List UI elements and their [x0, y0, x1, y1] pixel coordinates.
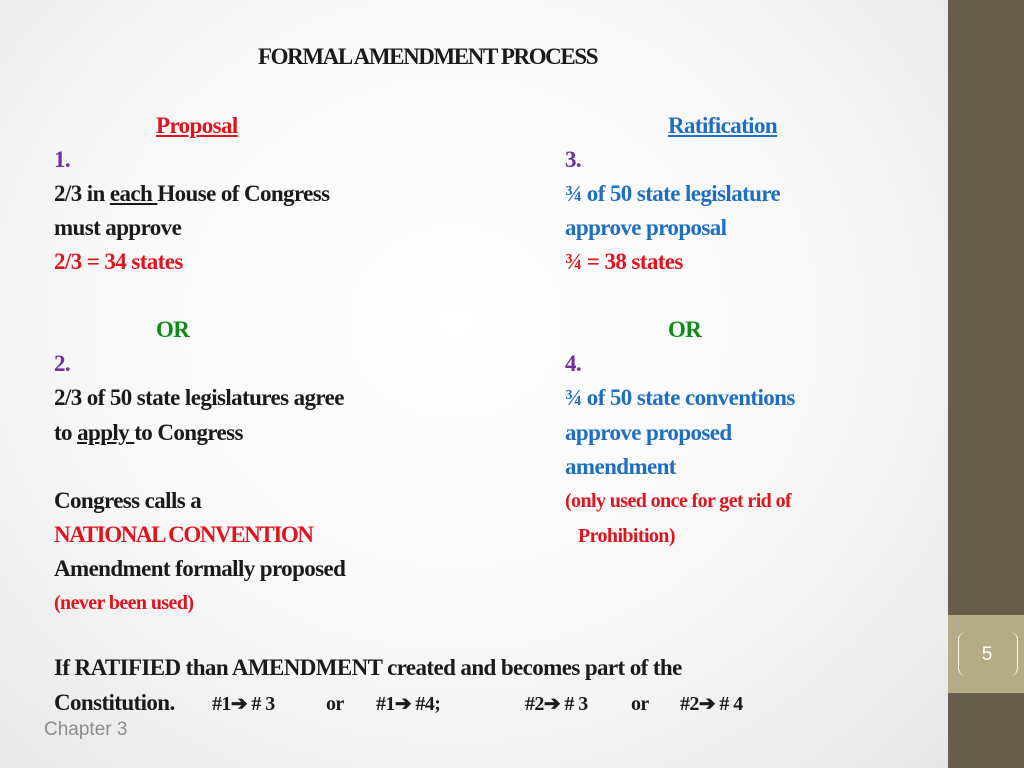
method-2-line-2-post: to Congress: [134, 420, 243, 445]
conclusion-constitution: Constitution.: [54, 690, 175, 715]
right-arrow-icon: ➔: [698, 693, 715, 715]
method-2-emphasis: apply: [77, 420, 135, 445]
method-2-note: (never been used): [54, 592, 194, 614]
path-2-to-4: [680, 689, 743, 719]
method-2-line-2-pre: to: [54, 420, 78, 445]
method-3-note: ¾ = 38 states: [565, 249, 683, 274]
method-2-line-3: Congress calls a: [54, 488, 202, 513]
method-3-number: 3.: [565, 147, 582, 172]
slide-title: FORMAL AMENDMENT PROCESS: [258, 44, 598, 69]
proposal-heading: Proposal: [156, 113, 238, 138]
method-1-number: 1.: [54, 147, 71, 172]
path-1-to-3: [212, 689, 275, 719]
path-from: #2: [525, 693, 544, 715]
method-1-line-1-post: House of Congress: [157, 181, 330, 206]
method-3-line-2: approve proposal: [565, 215, 727, 240]
method-4-line-3: amendment: [565, 454, 676, 479]
path-to: # 4: [719, 693, 743, 715]
ratification-or: OR: [668, 317, 702, 342]
national-convention: NATIONAL CONVENTION: [54, 522, 313, 547]
method-1-emphasis: each: [109, 181, 158, 206]
conclusion-line-2: [54, 688, 175, 718]
path-to: # 3: [251, 693, 275, 715]
method-4-number: 4.: [565, 351, 582, 376]
proposal-or: OR: [156, 317, 190, 342]
method-4-note-1: (only used once for get rid of: [565, 490, 792, 512]
method-2-line-1: 2/3 of 50 state legislatures agree: [54, 385, 344, 410]
path-2-to-3: [525, 689, 588, 719]
path-or-1: or: [326, 693, 344, 715]
method-1-line-1: [54, 179, 329, 209]
method-3-line-1: ¾ of 50 state legislature: [565, 181, 781, 206]
method-4-line-2: approve proposed: [565, 420, 732, 445]
path-to: # 3: [564, 693, 588, 715]
path-from: #1: [212, 693, 231, 715]
ratification-heading: Ratification: [668, 113, 778, 138]
page-number: 5: [981, 644, 993, 665]
method-1-note: 2/3 = 34 states: [54, 249, 183, 274]
path-from: #1: [376, 693, 395, 715]
conclusion-line-1: If RATIFIED than AMENDMENT created and becomes part of the: [54, 655, 682, 680]
path-1-to-4: [376, 689, 440, 719]
path-from: #2: [680, 693, 699, 715]
method-2-line-5: Amendment formally proposed: [54, 556, 346, 581]
path-to: #4;: [415, 693, 441, 715]
method-2-number: 2.: [54, 351, 71, 376]
method-4-line-1: ¾ of 50 state conventions: [565, 385, 795, 410]
method-1-line-1-pre: 2/3 in: [54, 181, 110, 206]
method-2-line-2: [54, 418, 243, 448]
right-arrow-icon: ➔: [230, 693, 247, 715]
method-4-note-2: Prohibition): [578, 525, 675, 547]
slide-footer: Chapter 3: [44, 719, 128, 740]
right-arrow-icon: ➔: [543, 693, 560, 715]
method-1-line-2: must approve: [54, 215, 182, 240]
path-or-2: or: [631, 693, 649, 715]
right-arrow-icon: ➔: [394, 693, 411, 715]
